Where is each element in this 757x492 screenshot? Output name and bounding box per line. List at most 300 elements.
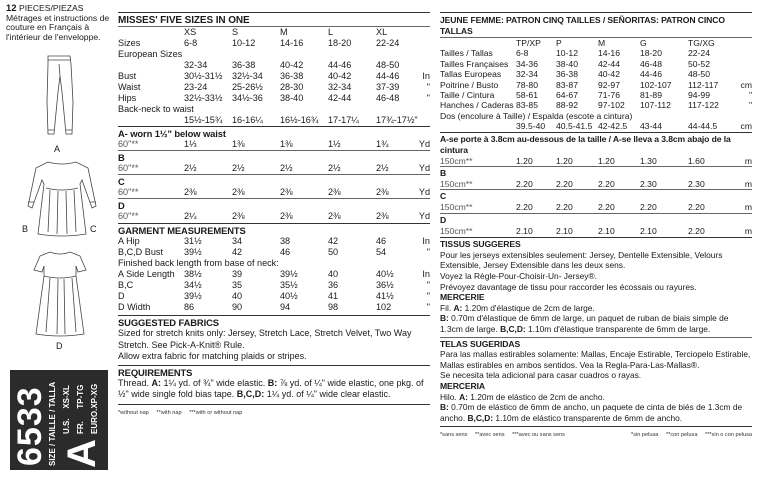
yardage-table xyxy=(118,187,430,198)
row-value: 32-34 xyxy=(516,69,538,80)
row-value: 86 xyxy=(184,302,195,312)
row-value: 28-30 xyxy=(280,82,304,92)
size-column: G xyxy=(640,38,647,48)
req-view: B: xyxy=(267,377,278,388)
row-value: 38½ xyxy=(184,269,202,279)
suggested-fabrics-text: Sized for stretch knits only: Jersey, Stretch Lace, Stretch Velvet, Two Way Stretch. See Pick-A-Knit® Rule. xyxy=(118,328,412,350)
row-value: 32-34 xyxy=(328,82,352,92)
table-row xyxy=(118,115,430,126)
garment-measurements-title: GARMENT MEASUREMENTS xyxy=(118,225,246,236)
row-value: 46 xyxy=(280,247,291,257)
row-value: 34 xyxy=(232,236,243,246)
row-unit: In xyxy=(422,236,430,246)
pieces-label: PIECES/PIEZAS xyxy=(18,3,84,13)
row-unit xyxy=(734,69,752,79)
french-spanish-panel xyxy=(440,12,752,441)
yardage-view-block xyxy=(440,132,752,166)
yardage-view-block xyxy=(118,150,430,174)
row-value: 40 xyxy=(328,269,339,279)
row-value: 88-92 xyxy=(556,100,578,111)
row-value: 40½ xyxy=(376,269,394,279)
row-label: B,C,D Bust xyxy=(118,247,163,257)
row-value: 14-16 xyxy=(280,38,304,48)
row-value: 41 xyxy=(328,291,339,301)
table-row xyxy=(440,226,752,236)
row-value: 54 xyxy=(376,247,387,257)
view-a-illustration xyxy=(40,52,80,142)
row-value: 44-44.5 xyxy=(688,121,718,132)
view-b-label: B xyxy=(22,224,29,234)
row-value: 41½ xyxy=(376,291,394,301)
yardage-value: 1.20 xyxy=(598,155,615,166)
tissus-rule: Voyez la Règle-Pour-Choisir-Un- Jersey®. xyxy=(440,271,597,282)
yardage-value: 2⅜ xyxy=(328,187,341,197)
row-value: 16½-16¾ xyxy=(280,115,319,125)
telas-title: TELAS SUGERIDAS xyxy=(440,338,521,349)
row-value: 22-24 xyxy=(688,48,710,59)
notion-text: 0.70m de elástico de 6mm de ancho, un paquete de cinta de biés de 1.3cm de ancho. xyxy=(440,402,743,423)
requirements-title: REQUIREMENTS xyxy=(118,366,193,378)
row-label: Tailles / Tallas xyxy=(440,48,493,59)
pattern-size-badge xyxy=(10,370,108,470)
row-value: 10-12 xyxy=(556,48,578,59)
row-value: 42 xyxy=(328,236,339,246)
row-value: 32½-34 xyxy=(232,71,263,81)
yardage-value: 2.30 xyxy=(640,179,657,190)
row-value: 44-46 xyxy=(640,69,662,80)
row-value: 48-50 xyxy=(688,69,710,80)
footnote: *sin pelusa xyxy=(631,432,659,439)
table-row xyxy=(440,69,752,79)
size-column: S xyxy=(232,27,239,37)
notion-view: A: xyxy=(459,391,468,402)
yardage-table xyxy=(118,139,430,150)
row-value: 43-44 xyxy=(640,121,662,132)
yardage-value: 2½ xyxy=(232,163,245,173)
footnote: **avec sens xyxy=(474,432,505,439)
yardage-value: 1½ xyxy=(328,139,341,149)
yardage-value: 2⅜ xyxy=(184,187,197,197)
row-value: 14-16 xyxy=(598,48,620,59)
row-value: 39½ xyxy=(184,291,202,301)
view-d-illustration xyxy=(30,248,90,338)
row-value: 90 xyxy=(232,302,243,312)
row-value: 39½ xyxy=(280,269,298,279)
yardage-value: 2⅜ xyxy=(328,211,341,221)
table-row xyxy=(440,111,752,121)
row-unit xyxy=(734,48,752,58)
size-column: M xyxy=(598,38,606,48)
row-value: 31½ xyxy=(184,236,202,246)
row-unit: " xyxy=(426,93,430,103)
row-label xyxy=(440,121,516,131)
row-label: D xyxy=(118,291,125,301)
req-text: 1¼ yd. of ¾" wide elastic. xyxy=(161,377,268,388)
telas-note: Se necesita tela adicional para casar cuadros o rayas. xyxy=(440,370,642,381)
fabric-width: 60"** xyxy=(118,139,139,149)
row-unit: cm xyxy=(740,121,752,132)
view-d-label: D xyxy=(56,341,63,351)
size-region: EURO. xyxy=(90,408,99,434)
row-value: 112-117 xyxy=(688,79,719,90)
view-heading: B xyxy=(118,152,125,163)
yardage-view-block xyxy=(118,198,430,222)
row-label: Taille / Cintura xyxy=(440,90,495,101)
yardage-unit: Yd xyxy=(418,139,430,149)
footnote: **with nap xyxy=(156,409,182,416)
yardage-value: 1.60 xyxy=(688,155,705,166)
row-value: 107-112 xyxy=(640,100,671,111)
yardage-value: 1.20 xyxy=(556,155,573,166)
size-column: TG/XG xyxy=(688,38,715,48)
yardage-unit: Yd xyxy=(418,211,430,221)
row-value: 17-17¼ xyxy=(328,115,359,125)
view-a-label: A xyxy=(54,144,61,154)
row-value: 38 xyxy=(280,236,291,246)
foreign-body-table xyxy=(440,38,752,132)
size-column: XL xyxy=(376,27,388,37)
notion-text: 1.10m de elástico transparente de 6mm de ancho. xyxy=(493,412,683,423)
view-c-label: C xyxy=(90,224,97,234)
yardage-value: 2⅜ xyxy=(280,187,293,197)
yardage-view-block xyxy=(118,174,430,198)
footnote: ***with or without nap xyxy=(189,409,243,416)
row-label: European Sizes xyxy=(118,49,183,59)
yardage-value: 2.10 xyxy=(556,225,573,236)
size-region: FR. xyxy=(76,421,85,434)
row-value: 50 xyxy=(328,247,339,257)
row-value: 48-50 xyxy=(376,60,400,70)
yardage-value: 1.30 xyxy=(640,155,657,166)
row-value: 32½-33½ xyxy=(184,93,223,103)
row-value: 81-89 xyxy=(640,90,662,101)
yardage-value: 2.20 xyxy=(598,179,615,190)
yardage-value: 2⅜ xyxy=(280,211,293,221)
table-row xyxy=(118,71,430,82)
yardage-view-block xyxy=(440,189,752,212)
yardage-unit: m xyxy=(744,155,752,166)
size-column: L xyxy=(328,27,334,37)
row-value: 35½ xyxy=(280,280,298,290)
row-unit: " xyxy=(748,100,752,111)
row-value: 42-42.5 xyxy=(598,121,628,132)
row-label: Waist xyxy=(118,82,141,92)
requirements-text xyxy=(118,378,430,401)
table-row xyxy=(440,121,752,131)
size-column: XS xyxy=(184,27,197,37)
row-value: 102 xyxy=(376,302,392,312)
row-value: 36 xyxy=(328,280,339,290)
req-text: ⅞ yd. of ¼" wide elastic, one pkg. of ½" wide single fold bias tape. xyxy=(118,377,424,399)
fabric-width: 60"** xyxy=(118,211,139,221)
merceria-text xyxy=(440,392,752,424)
yardage-value: 2¼ xyxy=(184,211,197,221)
fabric-width: 150cm** xyxy=(440,179,473,190)
yardage-value: 2½ xyxy=(328,163,341,173)
table-row xyxy=(118,163,430,174)
suggested-fabrics-title: SUGGESTED FABRICS xyxy=(118,317,219,328)
row-label xyxy=(118,115,184,126)
size-range: XP-XG xyxy=(90,383,99,409)
mercerie-text xyxy=(440,303,752,335)
pieces-info xyxy=(6,4,118,42)
table-row xyxy=(118,236,430,247)
row-value: 50-52 xyxy=(688,58,710,69)
yardage-value: 2.20 xyxy=(556,179,573,190)
yardage-value: 2½ xyxy=(184,163,197,173)
table-row xyxy=(440,202,752,212)
yardage-value: 2⅜ xyxy=(376,211,389,221)
table-row xyxy=(440,100,752,110)
row-value: 17¾-17½" xyxy=(376,115,418,125)
table-row xyxy=(440,179,752,189)
row-value: 40-42 xyxy=(598,69,620,80)
row-label: Poitrine / Busto xyxy=(440,79,499,90)
row-label: Bust xyxy=(118,71,137,81)
yardage-value: 2.20 xyxy=(688,225,705,236)
yardage-view-block xyxy=(118,126,430,150)
row-unit xyxy=(416,60,430,71)
yardage-value: 2⅜ xyxy=(376,187,389,197)
row-label: B,C xyxy=(118,280,134,290)
row-label xyxy=(118,60,184,71)
yardage-value: 1⅓ xyxy=(184,139,197,149)
row-label: Dos (encolure à Taille) / Espalda (escote a cintura) xyxy=(440,110,633,121)
table-row xyxy=(440,156,752,166)
yardage-value: 1⅜ xyxy=(232,139,245,149)
row-value: 71-76 xyxy=(598,90,620,101)
yardage-value: 2.20 xyxy=(556,202,573,213)
yardage-view-block xyxy=(440,166,752,189)
footnote: *sans sens xyxy=(440,432,468,439)
notion-text: 1.20m d'élastique de 2cm de large. xyxy=(462,302,595,313)
row-value: 25-26½ xyxy=(232,82,263,92)
yardage-value: 2.30 xyxy=(688,179,705,190)
size-header-row xyxy=(440,38,752,48)
yardage-value: 1⅜ xyxy=(280,139,293,149)
yardage-table xyxy=(440,202,752,212)
row-label: A Side Length xyxy=(118,269,175,279)
view-heading: C xyxy=(440,191,447,202)
table-row xyxy=(118,291,430,302)
size-range-table xyxy=(60,384,102,434)
row-unit: In xyxy=(422,71,430,81)
yardage-table xyxy=(440,179,752,189)
row-label: Sizes xyxy=(118,38,141,48)
yardage-value: 2.10 xyxy=(640,225,657,236)
english-title: MISSES' FIVE SIZES IN ONE xyxy=(118,15,250,26)
row-value: 78-80 xyxy=(516,79,538,90)
telas-text: Para las mallas estirables solamente: Mallas, Encaje Estirable, Terciopelo Estirable, Mallas estirables en ambos sentidos. Vea la Regla-Para-Las-Mallas®. xyxy=(440,349,751,370)
table-row xyxy=(440,59,752,69)
fabric-width: 150cm** xyxy=(440,225,473,236)
notion-text: 1.10m d'élastique transparente de 6mm de large. xyxy=(525,324,711,335)
row-value: 10-12 xyxy=(232,38,256,48)
row-value: 97-102 xyxy=(598,100,625,111)
row-value: 34-36 xyxy=(516,58,538,69)
tissus-title: TISSUS SUGGERES xyxy=(440,239,521,250)
row-value: 23-24 xyxy=(184,82,208,92)
row-value: 102-107 xyxy=(640,79,672,90)
row-unit: " xyxy=(426,280,430,290)
footnote: ***sin o con pelusa xyxy=(705,432,752,439)
view-heading: D xyxy=(118,200,125,211)
yardage-unit: Yd xyxy=(418,163,430,173)
yardage-unit: m xyxy=(744,225,752,236)
fabric-width: 150cm** xyxy=(440,202,473,213)
notion-view: B,C,D: xyxy=(500,324,526,335)
row-value: 35 xyxy=(232,280,243,290)
row-unit: cm xyxy=(740,79,752,90)
yardage-value: 2⅜ xyxy=(232,211,245,221)
yardage-table xyxy=(118,163,430,174)
row-label: Finished back length from base of neck: xyxy=(118,258,279,268)
notion-text: 0.70m d'élastique de 6mm de large, un paquet de ruban de biais simple de 1.3cm de large. xyxy=(440,313,729,335)
footnote: ***avec ou sans sens xyxy=(512,432,565,439)
row-value: 40-42 xyxy=(328,71,352,81)
row-value: 44-46 xyxy=(376,71,400,81)
row-label: Back-neck to waist xyxy=(118,104,194,114)
yardage-value: 2.20 xyxy=(516,202,533,213)
row-value: 39.5-40 xyxy=(516,121,546,132)
table-row xyxy=(118,187,430,198)
row-value: 117-122 xyxy=(688,100,719,111)
fabric-width: 60"** xyxy=(118,163,139,173)
row-value: 36-38 xyxy=(556,69,578,80)
table-row xyxy=(440,48,752,58)
yardage-value: 2⅜ xyxy=(232,187,245,197)
table-row xyxy=(118,302,430,313)
notion-text: 1.20m de elástico de 2cm de ancho. xyxy=(467,391,605,402)
view-heading: C xyxy=(118,176,125,187)
row-value: 46-48 xyxy=(376,93,400,103)
table-row xyxy=(118,93,430,104)
req-view: A: xyxy=(151,377,162,388)
notion-view: A: xyxy=(453,302,463,313)
row-value: 83-85 xyxy=(516,100,538,111)
row-value: 18-20 xyxy=(328,38,352,48)
yardage-unit: m xyxy=(744,179,752,190)
notion-view: B: xyxy=(440,313,449,324)
footnote: **con pelusa xyxy=(666,432,698,439)
row-value: 34½-36 xyxy=(232,93,263,103)
table-row xyxy=(118,211,430,222)
size-range: TP-TG xyxy=(76,384,85,409)
row-label: Tallas Europeas xyxy=(440,69,502,80)
pattern-number: 6533 xyxy=(11,386,49,466)
fabric-width: 60"** xyxy=(118,187,139,197)
row-value: 92-97 xyxy=(598,79,620,90)
row-value: 94 xyxy=(280,302,291,312)
yardage-table xyxy=(440,156,752,166)
notion-view: B,C,D: xyxy=(467,412,494,423)
tissus-note: Prévoyez davantage de tissu pour raccorder les écossais ou rayures. xyxy=(440,281,697,292)
row-value: 83-87 xyxy=(556,79,578,90)
cover-column xyxy=(0,0,116,492)
row-value: 64-67 xyxy=(556,90,578,101)
row-value: 36-38 xyxy=(280,71,304,81)
yardage-view-block xyxy=(440,213,752,236)
req-text: 1¼ yd. of ¼" wide clear elastic. xyxy=(264,389,391,399)
row-unit: " xyxy=(748,90,752,101)
yardage-value: 2.20 xyxy=(688,202,705,213)
row-value: 46 xyxy=(376,236,387,246)
table-row xyxy=(118,280,430,291)
row-unit: In xyxy=(422,269,430,279)
row-value: 30½-31½ xyxy=(184,71,223,81)
req-view: B,C,D: xyxy=(236,389,265,399)
row-unit xyxy=(416,38,430,49)
row-value: 40 xyxy=(232,291,243,301)
row-value: 16-16¼ xyxy=(232,115,263,125)
row-label: Hips xyxy=(118,93,137,103)
row-value: 18-20 xyxy=(640,48,662,59)
row-value: 36-38 xyxy=(232,60,256,70)
yardage-unit: Yd xyxy=(418,187,430,197)
yardage-value: 2½ xyxy=(376,163,389,173)
row-value: 38-40 xyxy=(280,93,304,103)
table-row xyxy=(118,60,430,71)
row-value: 98 xyxy=(328,302,339,312)
table-row xyxy=(118,258,430,269)
yardage-table xyxy=(440,226,752,236)
suggested-fabrics-note: Allow extra fabric for matching plaids or stripes. xyxy=(118,351,307,361)
table-row xyxy=(118,139,430,150)
row-value: 40.5-41.5 xyxy=(556,121,593,132)
row-value: 39½ xyxy=(184,247,202,257)
notion-view: B: xyxy=(440,402,449,413)
yardage-value: 2.10 xyxy=(516,225,533,236)
size-range: XS-XL xyxy=(62,385,71,409)
row-unit: " xyxy=(426,247,430,257)
table-row xyxy=(118,269,430,280)
size-column: M xyxy=(280,27,288,37)
row-value: 38-40 xyxy=(556,58,578,69)
english-panel xyxy=(118,12,430,419)
row-value: 58-61 xyxy=(516,90,538,101)
english-body-table xyxy=(118,27,430,126)
table-row xyxy=(440,90,752,100)
row-value: 15½-15¾ xyxy=(184,115,223,125)
size-header-row xyxy=(118,27,430,38)
foreign-title: JEUNE FEMME: PATRON CINQ TAILLES / SEÑORITAS: PATRON CINCO TALLAS xyxy=(440,15,725,36)
yardage-value: 2.10 xyxy=(598,225,615,236)
table-row xyxy=(118,247,430,258)
row-value: 94-99 xyxy=(688,90,710,101)
notion-lead: Fil. xyxy=(440,302,454,313)
footnote: *without nap xyxy=(118,409,149,416)
view-heading: A-se porte à 3.8cm au-dessous de la taille / A-se lleva a 3.8cm abajo de la cintura xyxy=(440,133,731,155)
row-value: 22-24 xyxy=(376,38,400,48)
row-value: 42 xyxy=(232,247,243,257)
row-value: 37-39 xyxy=(376,82,400,92)
yardage-value: 2.20 xyxy=(598,202,615,213)
yardage-unit: m xyxy=(744,202,752,213)
notion-lead: Hilo. xyxy=(440,391,460,402)
table-row xyxy=(440,80,752,90)
yardage-value: 2.20 xyxy=(516,179,533,190)
yardage-value: 2½ xyxy=(280,163,293,173)
view-heading: A- worn 1½" below waist xyxy=(118,128,226,139)
size-label: SIZE / TAILLE / TALLA xyxy=(48,381,57,466)
table-row xyxy=(118,82,430,93)
row-unit xyxy=(734,59,752,69)
size-column: P xyxy=(556,38,562,48)
yardage-value: 2.20 xyxy=(640,202,657,213)
view-heading: B xyxy=(440,168,447,179)
row-label: Hanches / Caderas xyxy=(440,100,514,111)
row-unit: " xyxy=(426,82,430,92)
